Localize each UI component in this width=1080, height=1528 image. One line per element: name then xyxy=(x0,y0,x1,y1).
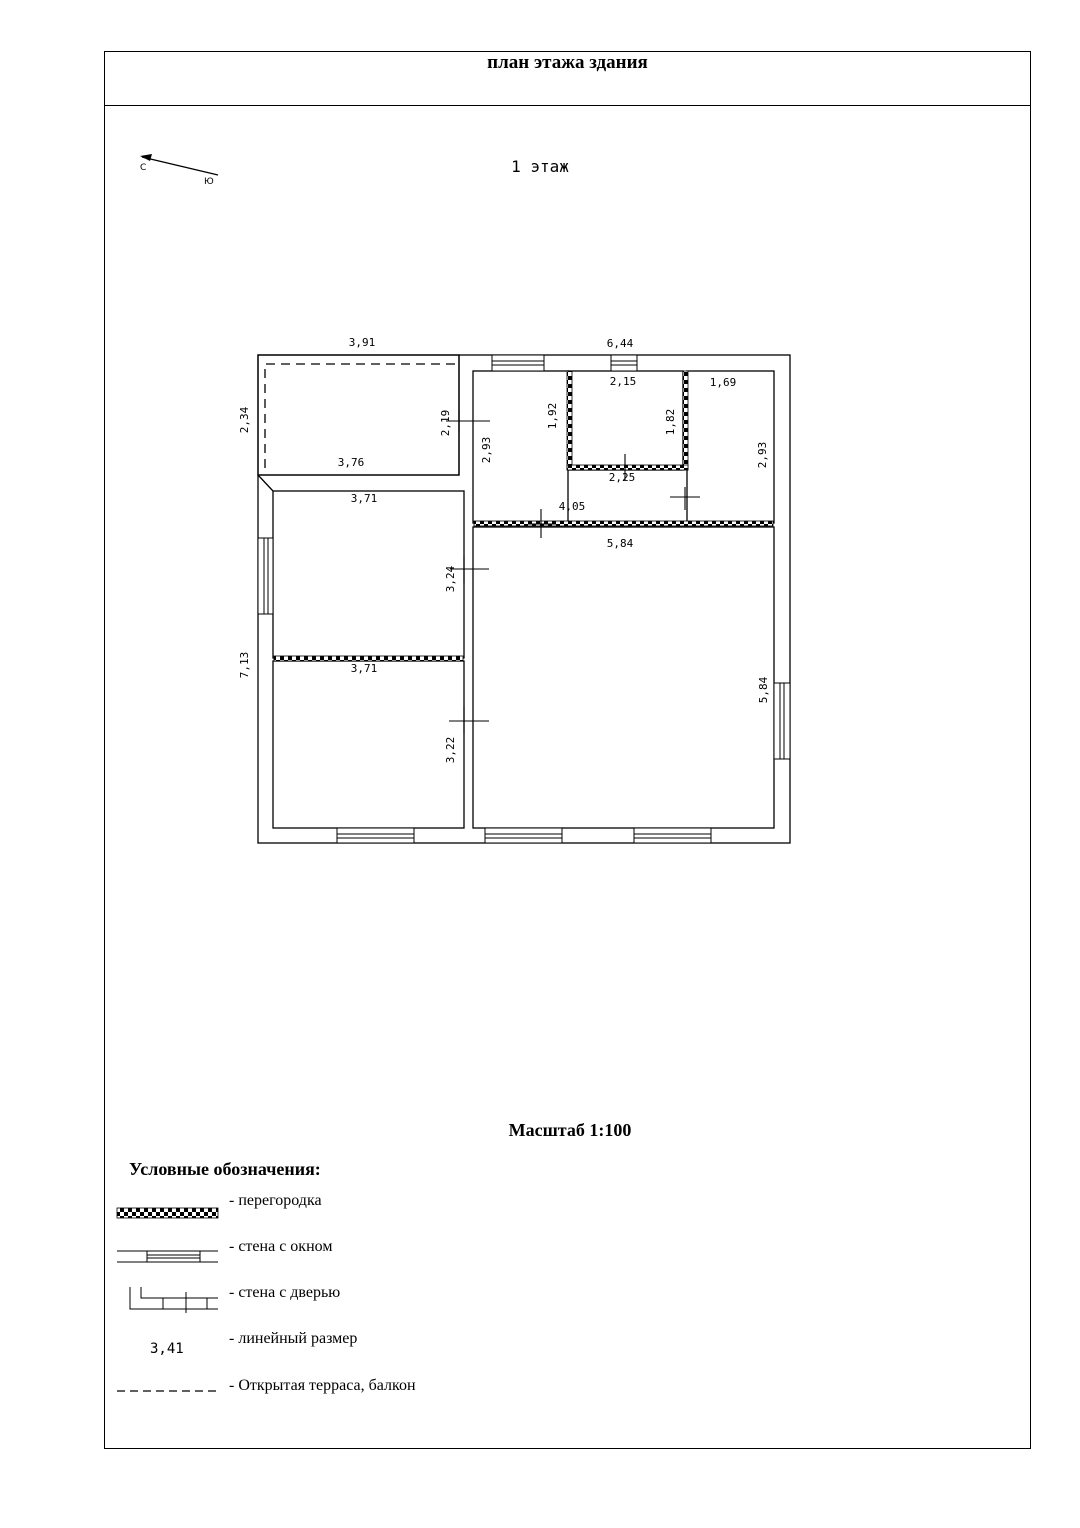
door-small-room xyxy=(670,487,700,510)
sheet-title: план этажа здания xyxy=(487,52,648,73)
dimension-labels xyxy=(238,336,770,763)
dim-room-upper-left-top: 3,71 xyxy=(350,492,378,505)
window-top-1 xyxy=(492,355,544,371)
window-bottom-2 xyxy=(485,828,562,843)
window-right xyxy=(774,683,790,759)
window-left xyxy=(258,538,273,614)
legend-item-partition: - перегородка xyxy=(229,1192,322,1209)
legend-partition-symbol xyxy=(117,1208,218,1218)
partitions xyxy=(274,371,773,661)
legend-door-symbol xyxy=(130,1287,218,1313)
dim-left-upper: 2,34 xyxy=(238,406,251,434)
window-bottom-1 xyxy=(337,828,414,843)
dim-hall-inner: 1,92 xyxy=(546,402,559,430)
legend-item-terrace: - Открытая терраса, балкон xyxy=(229,1377,416,1394)
legend-item-linear-dimension: - линейный размер xyxy=(229,1330,358,1347)
legend-heading: Условные обозначения: xyxy=(129,1159,321,1179)
dim-terrace-partition: 2,19 xyxy=(439,409,452,437)
dim-terrace-bottom: 3,76 xyxy=(337,456,365,469)
dim-room-upper-left-side: 3,24 xyxy=(444,565,457,593)
floor-label: 1 этаж xyxy=(511,157,569,176)
dim-top-left: 3,91 xyxy=(348,336,376,349)
legend-item-door-wall: - стена с дверью xyxy=(229,1284,341,1301)
door-lower-left xyxy=(449,706,489,734)
dim-bath-bottom: 2,25 xyxy=(608,471,636,484)
dim-small-room-top: 1,69 xyxy=(709,376,737,389)
legend-symbols xyxy=(117,1208,218,1391)
legend-sample-dimension: 3,41 xyxy=(150,1341,184,1357)
dim-bath-top: 2,15 xyxy=(609,375,637,388)
dim-corridor-bottom: 4,05 xyxy=(558,500,586,513)
scale-label: Масштаб 1:100 xyxy=(508,1120,632,1140)
dim-top-right: 6,44 xyxy=(606,337,634,350)
dim-main-room-side: 5,84 xyxy=(757,676,770,704)
compass-arrow-icon xyxy=(140,154,218,175)
compass-south-label: Ю xyxy=(204,177,214,187)
walls xyxy=(258,355,790,843)
dim-hall-side: 2,93 xyxy=(480,436,493,464)
dim-small-room-side: 2,93 xyxy=(756,441,769,469)
room-lower-left xyxy=(273,661,464,828)
window-bottom-3 xyxy=(634,828,711,843)
room-upper-left xyxy=(273,491,464,658)
partition-bath-left xyxy=(567,371,572,470)
legend-item-window-wall: - стена с окном xyxy=(229,1238,333,1255)
door-corridor xyxy=(528,509,556,538)
dim-room-lower-left-top: 3,71 xyxy=(350,662,378,675)
partition-corridor xyxy=(474,521,773,526)
dim-bath-side: 1,82 xyxy=(664,408,677,436)
main-room xyxy=(473,527,774,828)
dim-room-lower-left-side: 3,22 xyxy=(444,736,457,764)
window-top-2 xyxy=(611,355,637,371)
partition-bath-right xyxy=(683,371,688,470)
dim-main-room-top: 5,84 xyxy=(606,537,634,550)
door-terrace xyxy=(446,410,490,433)
outer-wall-outer-edge xyxy=(258,355,790,843)
partition-left-rooms xyxy=(274,656,463,661)
partition-bath-bottom xyxy=(567,465,688,470)
legend-window-symbol xyxy=(117,1251,218,1262)
compass-north-label: С xyxy=(140,163,147,173)
windows xyxy=(258,355,790,843)
dim-left-total: 7,13 xyxy=(238,651,251,679)
